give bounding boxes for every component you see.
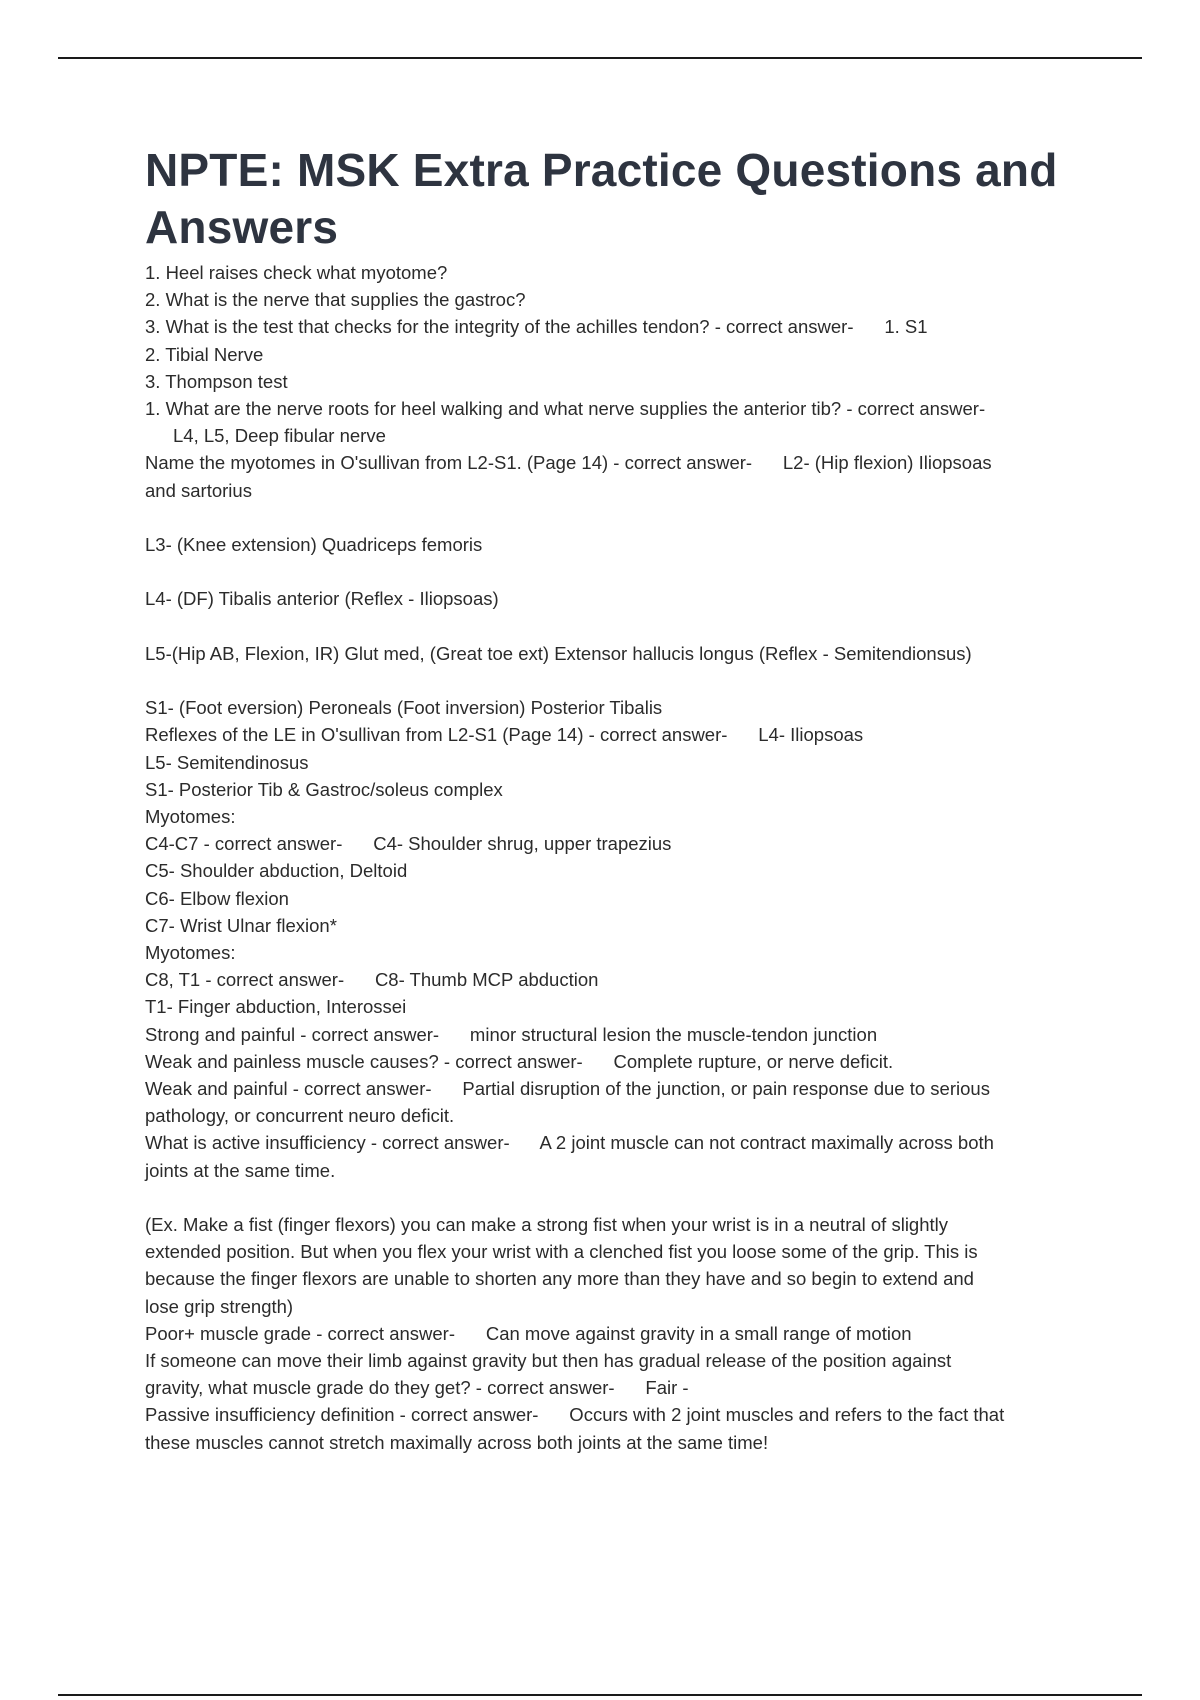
text-line: S1- Posterior Tib & Gastroc/soleus complex bbox=[145, 778, 503, 800]
blank-line bbox=[145, 1184, 1090, 1211]
text-line: Passive insufficiency definition - correct answer- Occurs with 2 joint muscles and refers to the fact that bbox=[145, 1404, 1005, 1426]
text-line: S1- (Foot eversion) Peroneals (Foot inversion) Posterior Tibalis bbox=[145, 697, 663, 719]
text-line: joints at the same time. bbox=[145, 1159, 336, 1181]
text-line: gravity, what muscle grade do they get? - correct answer- Fair - bbox=[145, 1377, 689, 1399]
text-line: L4- (DF) Tibalis anterior (Reflex - Iliopsoas) bbox=[145, 588, 499, 610]
text-line: C5- Shoulder abduction, Deltoid bbox=[145, 860, 408, 882]
text-line: Reflexes of the LE in O'sullivan from L2-S1 (Page 14) - correct answer- L4- Iliopsoas bbox=[145, 724, 864, 746]
text-line: Poor+ muscle grade - correct answer- Can move against gravity in a small range of motion bbox=[145, 1322, 912, 1344]
text-line: 2. Tibial Nerve bbox=[145, 343, 264, 365]
text-line: What is active insufficiency - correct answer- A 2 joint muscle can not contract maximally across both bbox=[145, 1132, 994, 1154]
text-line: If someone can move their limb against gravity but then has gradual release of the position against bbox=[145, 1350, 952, 1372]
text-line: 2. What is the nerve that supplies the gastroc? bbox=[145, 289, 526, 311]
bottom-rule bbox=[58, 1694, 1142, 1696]
page-title: NPTE: MSK Extra Practice Questions and Answers bbox=[145, 144, 1058, 253]
text-line: C4-C7 - correct answer- C4- Shoulder shrug, upper trapezius bbox=[145, 833, 672, 855]
text-line: pathology, or concurrent neuro deficit. bbox=[145, 1105, 455, 1127]
text-line: L3- (Knee extension) Quadriceps femoris bbox=[145, 534, 483, 556]
text-line: 3. Thompson test bbox=[145, 370, 288, 392]
text-line: 1. What are the nerve roots for heel walking and what nerve supplies the anterior tib? - correct answer- bbox=[145, 398, 986, 420]
text-line: Myotomes: bbox=[145, 942, 236, 964]
blank-line bbox=[145, 667, 1090, 694]
text-line: C7- Wrist Ulnar flexion* bbox=[145, 914, 337, 936]
text-line: L5- Semitendinosus bbox=[145, 751, 309, 773]
blank-line bbox=[145, 613, 1090, 640]
blank-line bbox=[145, 558, 1090, 585]
text-line: Name the myotomes in O'sullivan from L2-S1. (Page 14) - correct answer- L2- (Hip flexion) Iliopsoas bbox=[145, 452, 992, 474]
text-line: lose grip strength) bbox=[145, 1295, 294, 1317]
text-line: and sartorius bbox=[145, 479, 252, 501]
text-line: L4, L5, Deep fibular nerve bbox=[173, 425, 386, 447]
text-line: Weak and painful - correct answer- Partial disruption of the junction, or pain response due to serious bbox=[145, 1078, 990, 1100]
text-line: (Ex. Make a fist (finger flexors) you can make a strong fist when your wrist is in a neutral of slightly bbox=[145, 1214, 949, 1236]
document-body bbox=[145, 142, 1090, 1456]
text-line: Myotomes: bbox=[145, 806, 236, 827]
text-line: because the finger flexors are unable to shorten any more than they have and so begin to extend and bbox=[145, 1268, 974, 1290]
text-line: these muscles cannot stretch maximally across both joints at the same time! bbox=[145, 1431, 769, 1453]
text-line: C6- Elbow flexion bbox=[145, 887, 289, 909]
text-line: Strong and painful - correct answer- minor structural lesion the muscle-tendon junction bbox=[145, 1023, 878, 1045]
text-line: 3. What is the test that checks for the integrity of the achilles tendon? - correct answer- 1. S1 bbox=[145, 316, 928, 338]
text-line: L5-(Hip AB, Flexion, IR) Glut med, (Great toe ext) Extensor hallucis longus (Reflex - Semitendionsus) bbox=[145, 642, 972, 664]
text-line: C8, T1 - correct answer- C8- Thumb MCP abduction bbox=[145, 969, 599, 991]
text-line: extended position. But when you flex your wrist with a clenched fist you loose some of the grip. This is bbox=[145, 1241, 978, 1263]
text-line: Weak and painless muscle causes? - correct answer- Complete rupture, or nerve deficit. bbox=[145, 1050, 894, 1072]
text-line: 1. Heel raises check what myotome? bbox=[145, 262, 448, 283]
blank-line bbox=[145, 504, 1090, 531]
top-rule bbox=[58, 57, 1142, 59]
text-line: T1- Finger abduction, Interossei bbox=[145, 996, 407, 1018]
